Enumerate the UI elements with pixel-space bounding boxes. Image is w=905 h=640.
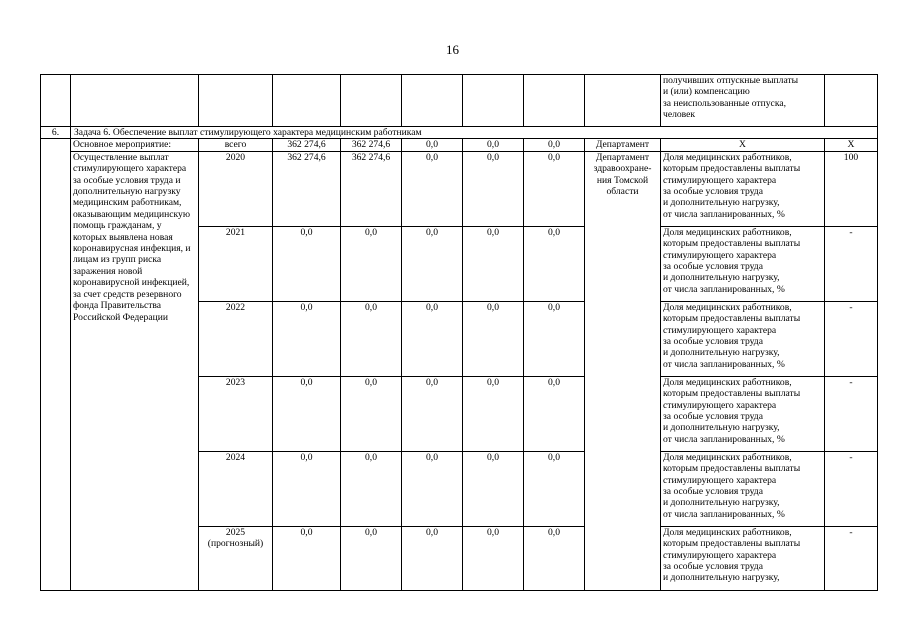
indicator-cell: получивших отпускные выплаты и (или) компенсацию за неиспользованные отпуска, человек	[661, 75, 825, 127]
value-cell: 362 274,6	[341, 139, 402, 151]
value-cell: 0,0	[463, 301, 524, 376]
year-cell: 2021	[199, 226, 273, 301]
executor: Департамент здравоохране-ния Томской области	[593, 151, 652, 198]
value-cell: 0,0	[524, 226, 585, 301]
task-number: 6.	[41, 127, 71, 139]
cell	[273, 75, 341, 127]
value-cell: 362 274,6	[273, 139, 341, 151]
indicator-cell: Х	[661, 139, 825, 151]
year-cell: 2023	[199, 376, 273, 451]
year-cell: всего	[199, 139, 273, 151]
value-cell: 0,0	[273, 301, 341, 376]
year-cell: 2025 (прогнозный)	[199, 526, 273, 590]
value-cell: 0,0	[273, 526, 341, 590]
value-cell: 0,0	[341, 451, 402, 526]
value-cell: 0,0	[402, 226, 463, 301]
indicator-value: -	[825, 451, 878, 526]
indicator-cell: Доля медицинских работников, которым предоставлены выплаты стимулирующего характера за особые условия труда и дополнительную нагрузку, от числа запланированных, %	[661, 226, 825, 301]
value-cell: 0,0	[402, 151, 463, 226]
value-cell: 0,0	[463, 451, 524, 526]
value-cell: 0,0	[341, 526, 402, 590]
value-cell: 0,0	[463, 526, 524, 590]
cell	[402, 75, 463, 127]
indicator-value: -	[825, 226, 878, 301]
value-cell: 0,0	[402, 139, 463, 151]
indicator-value: Х	[825, 139, 878, 151]
indicator-cell: Доля медицинских работников, которым предоставлены выплаты стимулирующего характера за особые условия труда и дополнительную нагрузку, от числа запланированных, %	[661, 376, 825, 451]
value-cell: 0,0	[341, 301, 402, 376]
cell	[41, 139, 71, 590]
value-cell: 0,0	[402, 376, 463, 451]
value-cell: 0,0	[402, 451, 463, 526]
value-cell: 0,0	[524, 376, 585, 451]
indicator-value: 100	[825, 151, 878, 226]
page-number: 16	[446, 42, 459, 57]
value-cell: 0,0	[402, 526, 463, 590]
value-cell: 362 274,6	[341, 151, 402, 226]
indicator-value: -	[825, 376, 878, 451]
value-cell: 0,0	[341, 376, 402, 451]
indicator-value: -	[825, 301, 878, 376]
value-cell: 362 274,6	[273, 151, 341, 226]
cell	[585, 75, 661, 127]
cell	[71, 75, 199, 127]
value-cell: 0,0	[341, 226, 402, 301]
cell	[463, 75, 524, 127]
value-cell: 0,0	[273, 226, 341, 301]
executor-cell	[585, 151, 661, 590]
year-cell: 2020	[199, 151, 273, 226]
indicator-cell: Доля медицинских работников, которым предоставлены выплаты стимулирующего характера за особые условия труда и дополнительную нагрузку, от числа запланированных, %	[661, 451, 825, 526]
cell	[199, 75, 273, 127]
value-cell: 0,0	[273, 451, 341, 526]
executor-header-cell: Департамент	[585, 139, 661, 151]
year-cell: 2022	[199, 301, 273, 376]
value-cell: 0,0	[402, 301, 463, 376]
main-event-description: Осуществление выплат стимулирующего характера за особые условия труда и дополнительную нагрузку медицинским работникам, оказывающим медицинскую помощь гражданам, у которых выявлена новая коронавирусная инфекция, и лицам из групп риска заражения новой коронавирусной инфекцией, за счет средств резервного фонда Правительства Российской Федерации	[71, 151, 199, 590]
cell	[341, 75, 402, 127]
cell	[41, 75, 71, 127]
value-cell: 0,0	[463, 139, 524, 151]
value-cell: 0,0	[524, 451, 585, 526]
value-cell: 0,0	[524, 301, 585, 376]
indicator-cell: Доля медицинских работников, которым предоставлены выплаты стимулирующего характера за особые условия труда и дополнительную нагрузку, от числа запланированных, %	[661, 301, 825, 376]
indicator-cell: Доля медицинских работников, которым предоставлены выплаты стимулирующего характера за особые условия труда и дополнительную нагрузку, от числа запланированных, %	[661, 151, 825, 226]
program-table	[40, 74, 878, 591]
value-cell: 0,0	[273, 376, 341, 451]
value-cell: 0,0	[524, 139, 585, 151]
year-cell: 2024	[199, 451, 273, 526]
continuation-row	[41, 75, 878, 127]
value-cell: 0,0	[463, 151, 524, 226]
task-row	[41, 127, 878, 139]
value-cell: 0,0	[463, 226, 524, 301]
value-cell: 0,0	[524, 526, 585, 590]
indicator-value: -	[825, 526, 878, 590]
task-title: Задача 6. Обеспечение выплат стимулирующего характера медицинским работникам	[71, 127, 878, 139]
table-row	[41, 151, 878, 226]
value-cell: 0,0	[463, 376, 524, 451]
total-row	[41, 139, 878, 151]
cell	[825, 75, 878, 127]
indicator-cell: Доля медицинских работников, которым предоставлены выплаты стимулирующего характера за особые условия труда и дополнительную нагрузку,	[661, 526, 825, 590]
cell	[524, 75, 585, 127]
main-event-header: Основное мероприятие:	[71, 139, 199, 151]
value-cell: 0,0	[524, 151, 585, 226]
